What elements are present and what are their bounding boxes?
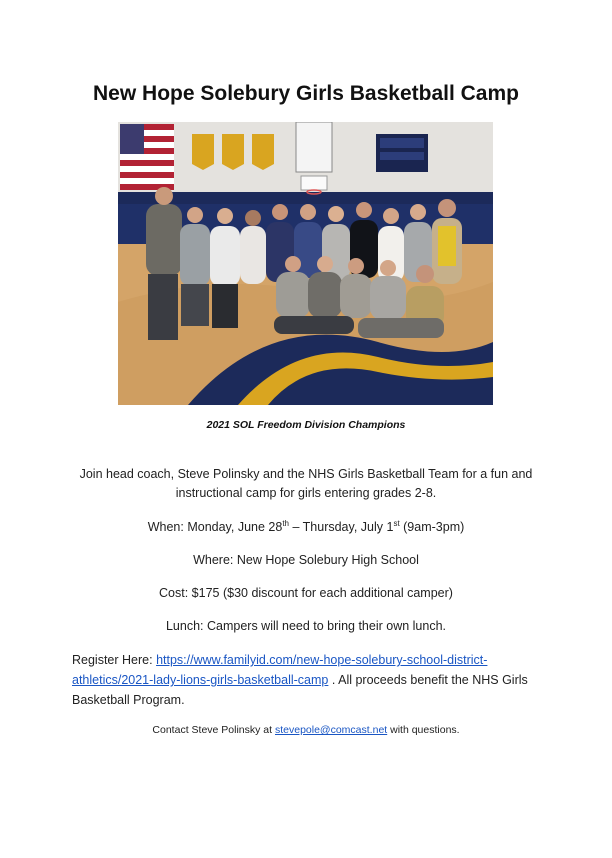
register-prefix: Register Here: xyxy=(72,653,157,667)
when-middle: – Thursday, July 1 xyxy=(288,520,394,535)
when-sup-1: th xyxy=(282,519,289,528)
register-paragraph xyxy=(72,650,532,710)
where-line: Where: New Hope Solebury High School xyxy=(193,553,419,567)
when-suffix: (9am-3pm) xyxy=(399,520,465,535)
team-photo xyxy=(118,122,493,405)
cost-line: Cost: $175 ($30 discount for each additional camper) xyxy=(159,586,453,600)
basketball-hoop-icon xyxy=(296,122,332,194)
register-link[interactable]: https://www.familyid.com/new-hope-solebury-school-district-athletics/2021-lady-lions-girls-basketball-camp xyxy=(72,653,488,687)
when-sup-2: st xyxy=(393,519,400,528)
team-members xyxy=(146,187,462,340)
scoreboard-icon xyxy=(376,134,428,172)
contact-line xyxy=(0,724,612,736)
page-title: New Hope Solebury Girls Basketball Camp xyxy=(93,82,519,105)
photo-caption: 2021 SOL Freedom Division Champions xyxy=(206,419,406,431)
lunch-line: Lunch: Campers will need to bring their own lunch. xyxy=(165,619,446,633)
flag-icon xyxy=(120,124,174,190)
when-prefix: When: Monday, June 28 xyxy=(147,520,283,535)
team-photo-illustration xyxy=(118,122,493,405)
banner-icon xyxy=(192,134,274,170)
register-suffix: . All proceeds benefit the NHS Girls Basketball Program. xyxy=(72,673,528,707)
contact-suffix: with questions. xyxy=(387,724,460,736)
when-line xyxy=(0,519,612,534)
contact-prefix: Contact Steve Polinsky at xyxy=(152,724,275,736)
contact-email-link[interactable]: stevepole@comcast.net xyxy=(274,724,388,736)
intro-paragraph: Join head coach, Steve Polinsky and the NHS Girls Basketball Team for a fun and instructional camp for girls entering grades 2-8. xyxy=(79,467,533,500)
